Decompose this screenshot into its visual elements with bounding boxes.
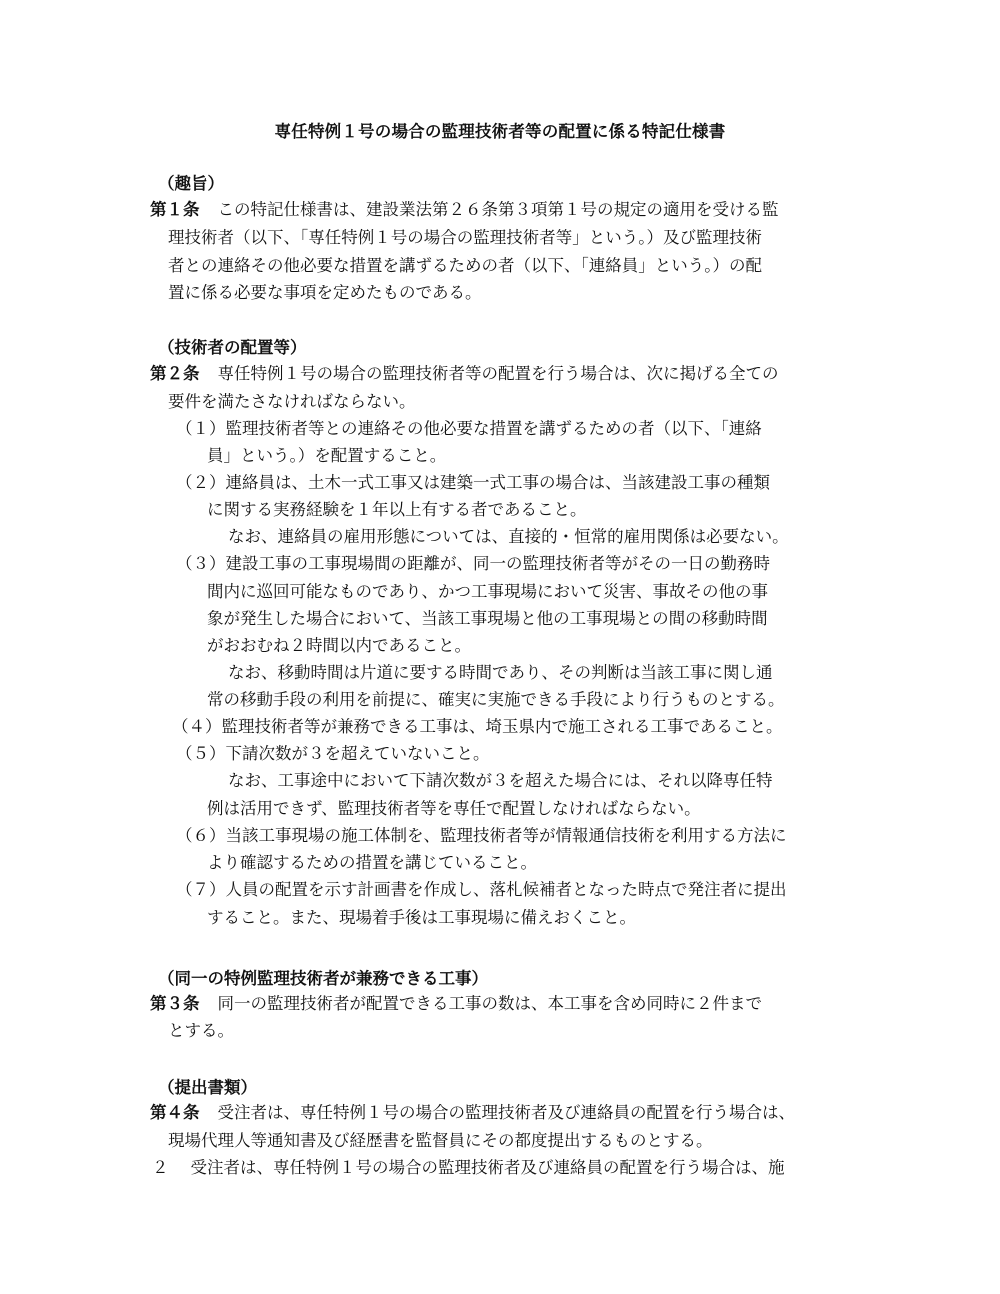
article-label: 第１条 <box>150 200 200 219</box>
article-2-line <box>150 364 779 384</box>
article-text-line: 理技術者（以下、「専任特例１号の場合の監理技術者等」という。）及び監理技術 <box>168 228 762 247</box>
list-item-text: 象が発生した場合において、当該工事現場と他の工事現場との間の移動時間 <box>207 609 768 628</box>
list-item-3: （３）建設工事の工事現場間の距離が、同一の監理技術者等がその一日の勤務時 <box>176 554 770 573</box>
list-item-note: 常の移動手段の利用を前提に、確実に実施できる手段により行うものとする。 <box>207 690 785 709</box>
list-item-note: なお、連絡員の雇用形態については、直接的・恒常的雇用関係は必要ない。 <box>228 527 789 546</box>
article-label: 第３条 <box>150 994 200 1013</box>
list-item-text: に関する実務経験を１年以上有する者であること。 <box>207 500 587 519</box>
paragraph-number: ２ <box>152 1158 169 1177</box>
article-text: 同一の監理技術者が配置できる工事の数は、本工事を含め同時に２件まで <box>217 994 762 1013</box>
article-text: 専任特例１号の場合の監理技術者等の配置を行う場合は、次に掲げる全ての <box>217 364 779 383</box>
article-text-line: 者との連絡その他必要な措置を講ずるための者（以下、「連絡員」という。）の配 <box>168 256 762 275</box>
document-title: 専任特例１号の場合の監理技術者等の配置に係る特記仕様書 <box>274 122 726 141</box>
article-text-line: 要件を満たさなければならない。 <box>168 392 416 411</box>
article-label: 第２条 <box>150 364 200 383</box>
section-heading-documents: （提出書類） <box>158 1078 257 1097</box>
list-item-1: （１）監理技術者等との連絡その他必要な措置を講ずるための者（以下、「連絡 <box>176 419 762 438</box>
section-heading-placement: （技術者の配置等） <box>158 338 307 357</box>
article-text-line: 置に係る必要な事項を定めたものである。 <box>168 283 482 302</box>
list-item-text: がおおむね２時間以内であること。 <box>207 636 471 655</box>
article-1-line <box>150 200 779 220</box>
article-text-line: とする。 <box>168 1021 234 1040</box>
list-item-text: すること。また、現場着手後は工事現場に備えおくこと。 <box>207 908 636 927</box>
section-heading-purpose: （趣旨） <box>158 174 224 193</box>
list-item-note: なお、移動時間は片道に要する時間であり、その判断は当該工事に関し通 <box>228 663 773 682</box>
article-text: 受注者は、専任特例１号の場合の監理技術者及び連絡員の配置を行う場合は、 <box>217 1103 795 1122</box>
list-item-text: 間内に巡回可能なものであり、かつ工事現場において災害、事故その他の事 <box>207 582 768 601</box>
article-4-line <box>150 1103 795 1123</box>
paragraph-2-line <box>152 1158 785 1178</box>
list-item-4: （４）監理技術者等が兼務できる工事は、埼玉県内で施工される工事であること。 <box>172 717 783 736</box>
paragraph-text: 受注者は、専任特例１号の場合の監理技術者及び連絡員の配置を行う場合は、施 <box>190 1158 785 1177</box>
list-item-2: （２）連絡員は、土木一式工事又は建築一式工事の場合は、当該建設工事の種類 <box>176 473 770 492</box>
article-label: 第４条 <box>150 1103 200 1122</box>
list-item-note: なお、工事途中において下請次数が３を超えた場合には、それ以降専任特 <box>228 771 773 790</box>
list-item-6: （６）当該工事現場の施工体制を、監理技術者等が情報通信技術を利用する方法に <box>176 826 787 845</box>
list-item-text: 員」という。）を配置すること。 <box>207 446 447 465</box>
list-item-text: より確認するための措置を講じていること。 <box>207 853 537 872</box>
article-3-line <box>150 994 762 1014</box>
list-item-5: （５）下請次数が３を超えていないこと。 <box>176 744 490 763</box>
list-item-note: 例は活用できず、監理技術者等を専任で配置しなければならない。 <box>207 799 701 818</box>
article-text-line: 現場代理人等通知書及び経歴書を監督員にその都度提出するものとする。 <box>168 1131 713 1150</box>
article-text: この特記仕様書は、建設業法第２６条第３項第１号の規定の適用を受ける監 <box>217 200 779 219</box>
list-item-7: （７）人員の配置を示す計画書を作成し、落札候補者となった時点で発注者に提出 <box>176 880 787 899</box>
section-heading-concurrent-works: （同一の特例監理技術者が兼務できる工事） <box>158 969 488 988</box>
